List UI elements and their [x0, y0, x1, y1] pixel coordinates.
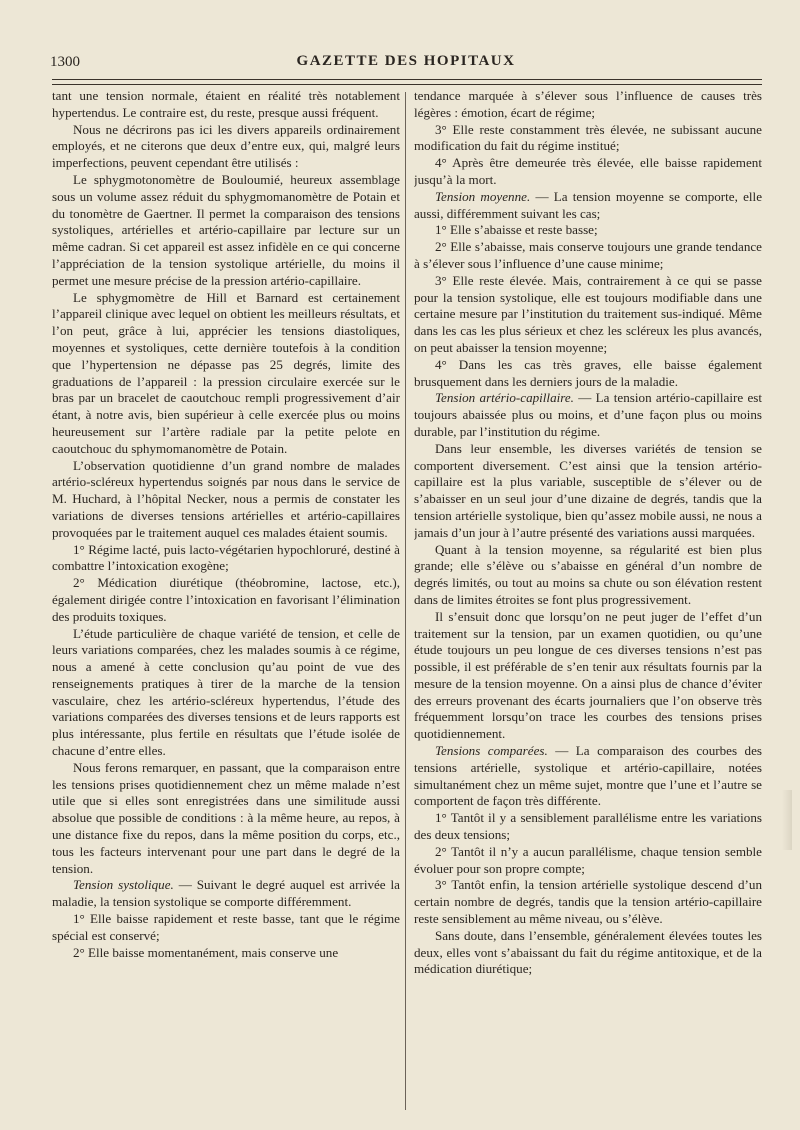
section-label: Tension artério-capillaire. [434, 390, 574, 406]
paragraph [414, 609, 762, 743]
paragraph-text: 2° Tantôt il n’y a aucun parallélisme, chaque tension semble évoluer pour son propre compte; [414, 843, 762, 876]
paragraph [52, 88, 400, 122]
paragraph-text: 1° Tantôt il y a sensiblement parallélisme entre les variations des deux tensions; [414, 810, 762, 843]
paragraph [52, 458, 400, 542]
paragraph [414, 222, 762, 239]
header-rule-top [52, 79, 762, 80]
paragraph [414, 810, 762, 844]
paragraph [414, 844, 762, 878]
paragraph-text: tendance marquée à s’élever sous l’influence de causes très légères : émotion, écart de régime; [414, 88, 762, 120]
paragraph [414, 743, 762, 810]
section-label: Tensions comparées. [434, 743, 548, 759]
paragraph-text: Le sphygmomètre de Hill et Barnard est certainement l’appareil clinique avec lequel on obtient les meilleurs résultats, et l’on peut, grâce à lui, apprécier les tensions diastoliques, moyennes et systoliques, cette dernière toutefois à la condition que l’hypertension ne dépasse pas 25 degrés, limite des graduations de l’appareil : la pression circulaire exercée sur le bras par un bracelet de caoutchouc rempli progressivement d’air étant, à notre avis, bien supérieur à celle exercée plus ou moins heureusement sur l’artère radiale par la petite pelote en caoutchouc du sphymomanomètre de Potain. [52, 289, 400, 456]
paragraph-text: tant une tension normale, étaient en réalité très notablement hypertendus. Le contraire est, du reste, presque aussi fréquent. [52, 88, 400, 120]
paragraph [414, 928, 762, 978]
paragraph-text: Il s’ensuit donc que lorsqu’on ne peut juger de l’effet d’un traitement sur la tension, par un examen quotidien, ou qu’une étude toujours un peu longue de ces diverses tensions n’est pas possible, il est préférable de s’en tenir aux résultats fournis par la mesure de la tension moyenne. On a ainsi plus de chance d’éviter des erreurs provenant des écarts journaliers que l’on observe très fréquemment lorsqu’on trace les courbes des tensions prises quotidiennement. [414, 608, 762, 742]
paragraph [52, 575, 400, 625]
paragraph-text: Nous ferons remarquer, en passant, que la comparaison entre les tensions prises quotidiennement chez un même malade n’est utile que si elles sont enregistrées dans une similitude aussi absolue que possible de conditions : à la même heure, au repos, à une distance fixe du repos, dans la même position du corps, etc., tous les facteurs intervenant pour une part dans le degré de la tension. [52, 759, 400, 876]
paragraph-text: 1° Régime lacté, puis lacto-végétarien hypochloruré, destiné à combattre l’intoxication exogène; [52, 541, 400, 574]
running-title: GAZETTE DES HOPITAUX [296, 53, 516, 69]
paragraph [52, 877, 400, 911]
paragraph [52, 760, 400, 878]
paragraph [414, 441, 762, 542]
paragraph-text: 1° Elle baisse rapidement et reste basse, tant que le régime spécial est conservé; [52, 911, 400, 943]
paragraph [414, 155, 762, 189]
paragraph [414, 542, 762, 609]
paragraph [52, 911, 400, 945]
paragraph [52, 945, 400, 962]
paragraph-text: 4° Après être demeurée très élevée, elle baisse rapidement jusqu’à la mort. [414, 155, 762, 187]
paragraph-text: 2° Elle baisse momentanément, mais conserve une [72, 944, 339, 960]
paragraph-text: Sans doute, dans l’ensemble, généralement élevées toutes les deux, elles vont s’abaissant du fait du régime antitoxique, et de la médication diurétique; [414, 927, 762, 977]
paragraph [414, 357, 762, 391]
paragraph-text: L’observation quotidienne d’un grand nombre de malades artério-scléreux hypertendus soignés par nous dans le service de M. Huchard, à l’hôpital Necker, nous a permis de constater les variations de diverses tensions artérielles et artério-capillaires provoquées par le traitement auquel ces malades étaient soumis. [52, 457, 400, 540]
paragraph-text: — Suivant le degré auquel est arrivée la maladie, la tension systolique se comporte différemment. [52, 877, 400, 910]
paragraph [414, 122, 762, 156]
paragraph-text: Dans leur ensemble, les diverses variétés de tension se comportent diversement. C’est ainsi que la tension artério-capillaire est la plus variable, susceptible de s’élever ou de s’abaisser en un seul jour d’une dizaine de degrés, tandis que la tension artérielle systolique, bien qu’assez mobile aussi, ne nous a jamais d’un jour à l’autre présenté des variations aussi marquées. [414, 440, 762, 540]
section-label: Tension systolique. [72, 877, 174, 893]
column-divider [405, 92, 406, 1110]
paragraph-text: Le sphygmotonomètre de Bouloumié, heureux assemblage sous un volume assez réduit du sphygmomanomètre de Potain et du tonomètre de Gaertner. Il permet la comparaison des tensions systoliques, artérielles et artério-capillaire par lecture sur un même cadran. Si cet appareil est assez infidèle en ce qui concerne l’appréciation de la tension systolique artérielle, du moins il permet une mesure précise de la pression artério-capillaire. [52, 171, 400, 288]
paragraph-text: 4° Dans les cas très graves, elle baisse également brusquement dans les derniers jours de la maladie. [414, 356, 762, 389]
paragraph-text: 3° Elle reste constamment très élevée, ne subissant aucune modification du fait du régime institué; [414, 121, 762, 154]
page-number: 1300 [50, 54, 80, 70]
paragraph-text: Quant à la tension moyenne, sa régularité est bien plus grande; elle s’élève ou s’abaisse en général d’un nombre de degrés limités, ou tout au moins sa chute ou son élévation restent dans de limites étroites se font plus progressivement. [414, 541, 762, 607]
paragraph [52, 290, 400, 458]
paragraph [52, 122, 400, 172]
paragraph-text: — La comparaison des courbes des tensions artérielle, systolique et artério-capillaire, notées simultanément chez un même sujet, montre que l’une et l’autre se comportent de façon très différente. [414, 743, 762, 809]
paragraph-text: Nous ne décrirons pas ici les divers appareils ordinairement employés, et ne citerons que deux d’entre eux, qui, malgré leurs imperfections, peuvent cependant être utilisés : [52, 121, 400, 171]
paragraph [414, 239, 762, 273]
paragraph-text: 3° Tantôt enfin, la tension artérielle systolique descend d’un certain nombre de degrés, tandis que la tension artério-capillaire reste sensiblement au même niveau, ou s’élève. [414, 877, 762, 927]
paragraph [414, 877, 762, 927]
paragraph-text: — La tension moyenne se comporte, elle aussi, différemment suivant les cas; [414, 188, 762, 221]
paper-stain [782, 790, 792, 850]
paragraph [414, 189, 762, 223]
paragraph [414, 390, 762, 440]
paragraph-text: — La tension artério-capillaire est toujours abaissée plus ou moins, et d’une façon plus ou moins durable, par l’institution du régime. [414, 390, 762, 439]
page-header [50, 50, 762, 72]
paragraph-text: L’étude particulière de chaque variété de tension, et celle de leurs variations comparées, chez les malades soumis à ce régime, nous a amené à cette conclusion qu’au point de vue des renseignements pratiques à tirer de la marche de la tension vasculaire, chez les artério-scléreux hypertendus, l’étude des variations comparées des diverses tensions et de leurs rapports est plus intéressante, plus fertile en résultats que l’étude isolée de chacune d’entre elles. [52, 625, 400, 759]
paragraph-text: 1° Elle s’abaisse et reste basse; [434, 222, 598, 238]
section-label: Tension moyenne. [434, 188, 531, 204]
paragraph-text: 2° Médication diurétique (théobromine, lactose, etc.), également dirigée contre l’intoxication en favorisant l’élimination des produits toxiques. [52, 575, 400, 624]
paragraph [52, 626, 400, 760]
header-rule-bottom [52, 84, 762, 85]
paragraph [52, 172, 400, 290]
left-column [52, 88, 400, 1118]
right-column [414, 88, 762, 1118]
paragraph-text: 2° Elle s’abaisse, mais conserve toujours une grande tendance à s’élever sous l’influence d’une cause minime; [414, 239, 762, 271]
paragraph [52, 542, 400, 576]
paragraph [414, 273, 762, 357]
paragraph-text: 3° Elle reste élevée. Mais, contrairement à ce qui se passe pour la tension systolique, elle est toujours modifiable dans une certaine mesure par l’institution du traitement sus-indiqué. Même dans les cas les plus sérieux et chez les scléreux les plus avancés, on peut abaisser la tension moyenne; [414, 272, 762, 355]
paragraph [414, 88, 762, 122]
